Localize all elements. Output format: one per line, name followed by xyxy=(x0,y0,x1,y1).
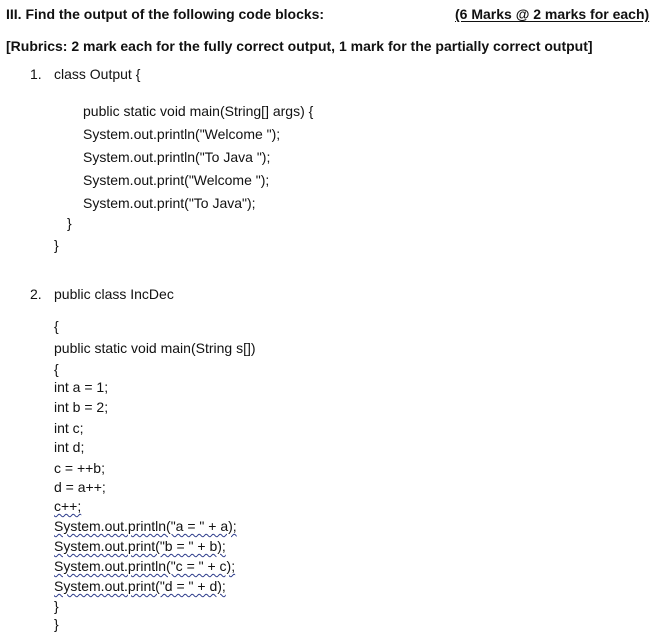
question-2-number: 2. xyxy=(30,286,42,302)
q2-line-int-b: int b = 2; xyxy=(54,399,109,415)
q1-line-close-method: } xyxy=(67,215,72,231)
q2-line-class: public class IncDec xyxy=(54,286,174,302)
q2-line-println-c: System.out.println("c = " + c); xyxy=(54,558,236,574)
q1-line-main: public static void main(String[] args) { xyxy=(83,103,314,119)
q2-line-main: public static void main(String s[]) xyxy=(54,340,256,356)
q2-line-d-assign: d = a++; xyxy=(54,479,106,495)
q2-line-open-method: { xyxy=(54,361,59,377)
q1-line-close-class: } xyxy=(54,237,59,253)
q2-line-c-assign: c = ++b; xyxy=(54,460,105,476)
q1-line-println-1: System.out.println("Welcome "); xyxy=(83,126,281,142)
q2-line-int-c: int c; xyxy=(54,420,84,436)
marks-note: (6 Marks @ 2 marks for each) xyxy=(455,6,650,22)
rubrics-note: [Rubrics: 2 mark each for the fully correct output, 1 mark for the partially correct output] xyxy=(6,38,593,54)
q2-line-close-class: } xyxy=(54,616,59,632)
q2-line-println-a: System.out.println("a = " + a); xyxy=(54,518,237,534)
section-title: III. Find the output of the following code blocks: xyxy=(6,6,325,22)
q2-line-open-class: { xyxy=(54,318,59,334)
q2-line-close-method: } xyxy=(54,598,59,614)
q1-line-class: class Output { xyxy=(54,66,141,82)
question-1-number: 1. xyxy=(30,66,42,82)
q2-line-int-a: int a = 1; xyxy=(54,379,109,395)
q2-line-c-increment: c++; xyxy=(54,498,82,514)
q1-line-println-2: System.out.println("To Java "); xyxy=(83,149,271,165)
q1-line-print-1: System.out.print("Welcome "); xyxy=(83,172,270,188)
q1-line-print-2: System.out.print("To Java"); xyxy=(83,195,256,211)
q2-line-print-d: System.out.print("d = " + d); xyxy=(54,578,226,594)
q2-line-int-d: int d; xyxy=(54,439,85,455)
q2-line-print-b: System.out.print("b = " + b); xyxy=(54,538,226,554)
